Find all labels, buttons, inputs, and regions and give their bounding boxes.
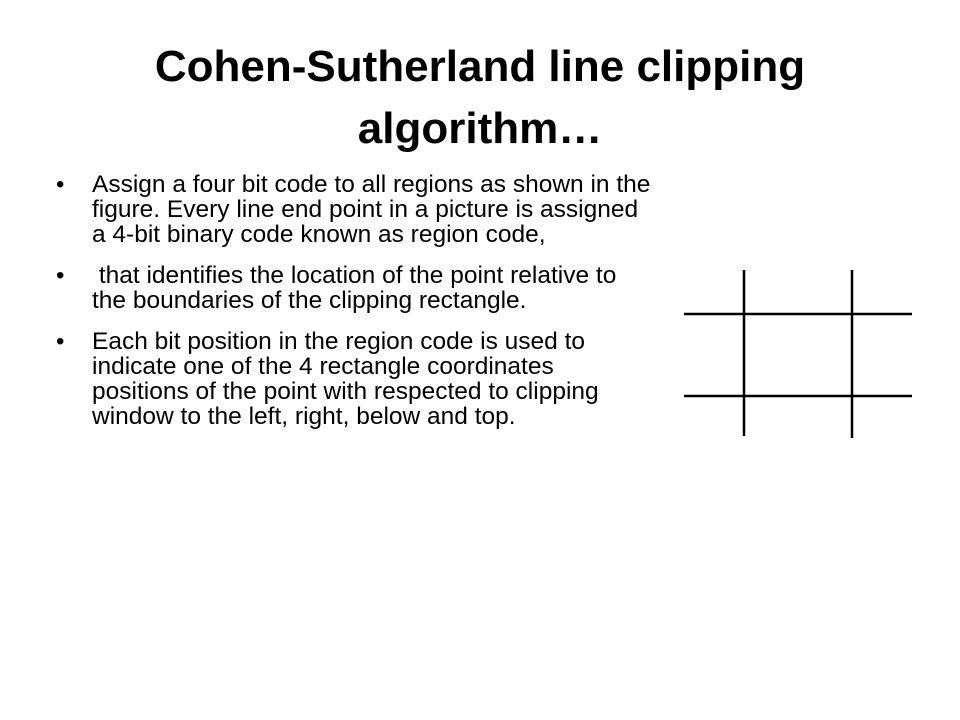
slide-title: Cohen-Sutherland line clipping algorithm…	[154, 42, 806, 153]
bullet-text: Each bit position in the region code is used to indicate one of the 4 rectangle coordinates positions of the point with respected to clipping window to the left, right, below and top.	[92, 328, 599, 430]
bullet-list	[56, 172, 656, 445]
bullet-icon: •	[56, 262, 65, 289]
bullet-icon: •	[56, 328, 65, 355]
bullet-item-2	[56, 263, 656, 313]
region-grid-figure	[680, 268, 920, 444]
bullet-text: Assign a four bit code to all regions as shown in the figure. Every line end point in a picture is assigned a 4-bit binary code known as region code,	[92, 171, 651, 248]
bullet-icon: •	[56, 171, 65, 198]
bullet-text: that identifies the location of the point relative to the boundaries of the clipping rectangle.	[92, 262, 624, 314]
bullet-item-1	[56, 172, 656, 247]
bullet-item-3	[56, 329, 656, 429]
